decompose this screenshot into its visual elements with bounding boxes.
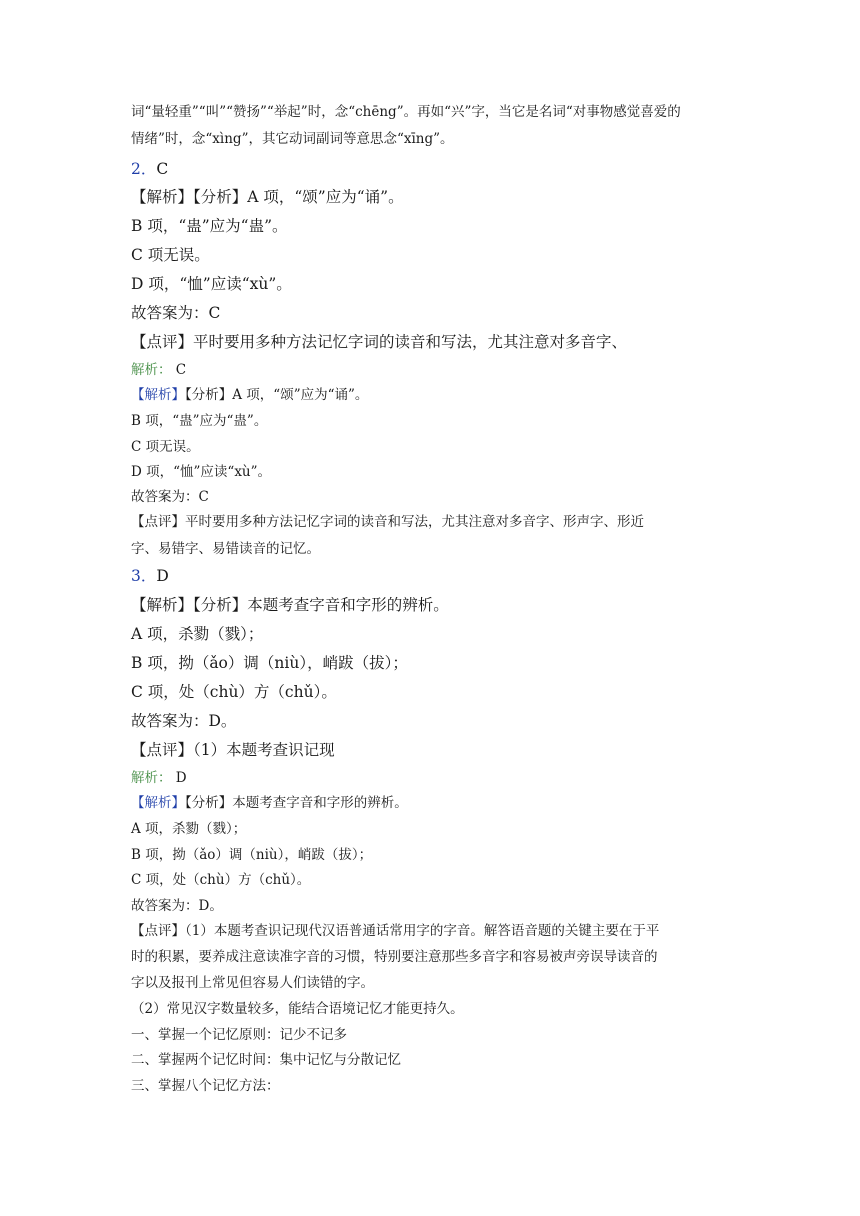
solution-answer: D <box>175 770 187 786</box>
s3-comment-2: 时的积累，要养成注意读准字音的习惯，特别要注意那些多音字和容易被声旁误导读音的 <box>131 949 658 965</box>
s2-comment-1: 【点评】平时要用多种方法记忆字词的读音和写法，尤其注意对多音字、形声字、形近 <box>131 514 644 530</box>
question-number: 3． <box>131 567 157 585</box>
s3-answer: 故答案为：D。 <box>131 898 223 914</box>
q3-answer: 故答案为：D。 <box>131 712 237 730</box>
s3-option-c: C 项，处（chù）方（chǔ）。 <box>131 872 311 888</box>
intro-line-1: 词“量轻重”“叫”“赞扬”“举起”时，念“chēng”。再如“兴”字，当它是名词“对事物感觉喜爱的 <box>131 104 681 120</box>
question-3-header <box>131 567 169 586</box>
q2-option-c: C 项无误。 <box>131 246 210 264</box>
solution-3-header <box>131 770 187 787</box>
solution-label: 解析： <box>131 770 172 786</box>
q2-option-d: D 项，“恤”应读“xù”。 <box>131 275 292 293</box>
s3-principle-2: 二、掌握两个记忆时间：集中记忆与分散记忆 <box>131 1052 401 1068</box>
q2-answer: 故答案为：C <box>131 304 221 322</box>
s2-comment-2: 字、易错字、易错读音的记忆。 <box>131 541 320 557</box>
q2-option-b: B 项，“蛊”应为“蛊”。 <box>131 217 288 235</box>
s2-option-d: D 项，“恤”应读“xù”。 <box>131 464 272 480</box>
q2-comment: 【点评】平时要用多种方法记忆字词的读音和写法，尤其注意对多音字、 <box>131 333 628 351</box>
q2-analysis: 【解析】【分析】A 项，“颂”应为“诵”。 <box>131 188 404 206</box>
q3-option-c: C 项，处（chù）方（chǔ）。 <box>131 683 337 701</box>
question-2-header <box>131 160 168 179</box>
intro-line-2: 情绪”时，念“xìng”，其它动词副词等意思念“xīng”。 <box>131 131 454 147</box>
s3-comment-3: 字以及报刊上常见但容易人们读错的字。 <box>131 975 374 991</box>
q3-option-a: A 项，杀勠（戮）； <box>131 625 264 643</box>
s3-comment-1: 【点评】（1）本题考查识记现代汉语普通话常用字的字音。解答语音题的关键主要在于平 <box>131 923 660 939</box>
solution-2-header <box>131 362 186 379</box>
s2-option-c: C 项无误。 <box>131 439 200 455</box>
s3-principle-1: 一、掌握一个记忆原则：记少不记多 <box>131 1027 347 1043</box>
q3-option-b: B 项，拗（ǎo）调（niù），峭跋（拔）； <box>131 654 408 672</box>
s3-analysis: 【解析】【分析】本题考查字音和字形的辨析。 <box>131 795 408 811</box>
answer-letter: C <box>156 160 169 178</box>
s2-option-b: B 项，“蛊”应为“蛊”。 <box>131 413 268 429</box>
s3-principle-3: 三、掌握八个记忆方法： <box>131 1078 280 1094</box>
s3-option-a: A 项，杀勠（戮）； <box>131 821 247 837</box>
q3-analysis: 【解析】【分析】本题考查字音和字形的辨析。 <box>131 596 449 614</box>
s2-analysis: 【解析】【分析】A 项，“颂”应为“诵”。 <box>131 387 369 403</box>
s2-answer: 故答案为：C <box>131 489 209 505</box>
s3-option-b: B 项，拗（ǎo）调（niù），峭跋（拔）； <box>131 847 373 863</box>
s3-note-2: （2）常见汉字数量较多，能结合语境记忆才能更持久。 <box>131 1001 464 1017</box>
solution-label: 解析： <box>131 362 172 378</box>
q3-comment: 【点评】（1）本题考查识记现 <box>131 741 335 759</box>
solution-answer: C <box>175 362 187 378</box>
question-number: 2． <box>131 160 157 178</box>
answer-letter: D <box>156 567 169 585</box>
